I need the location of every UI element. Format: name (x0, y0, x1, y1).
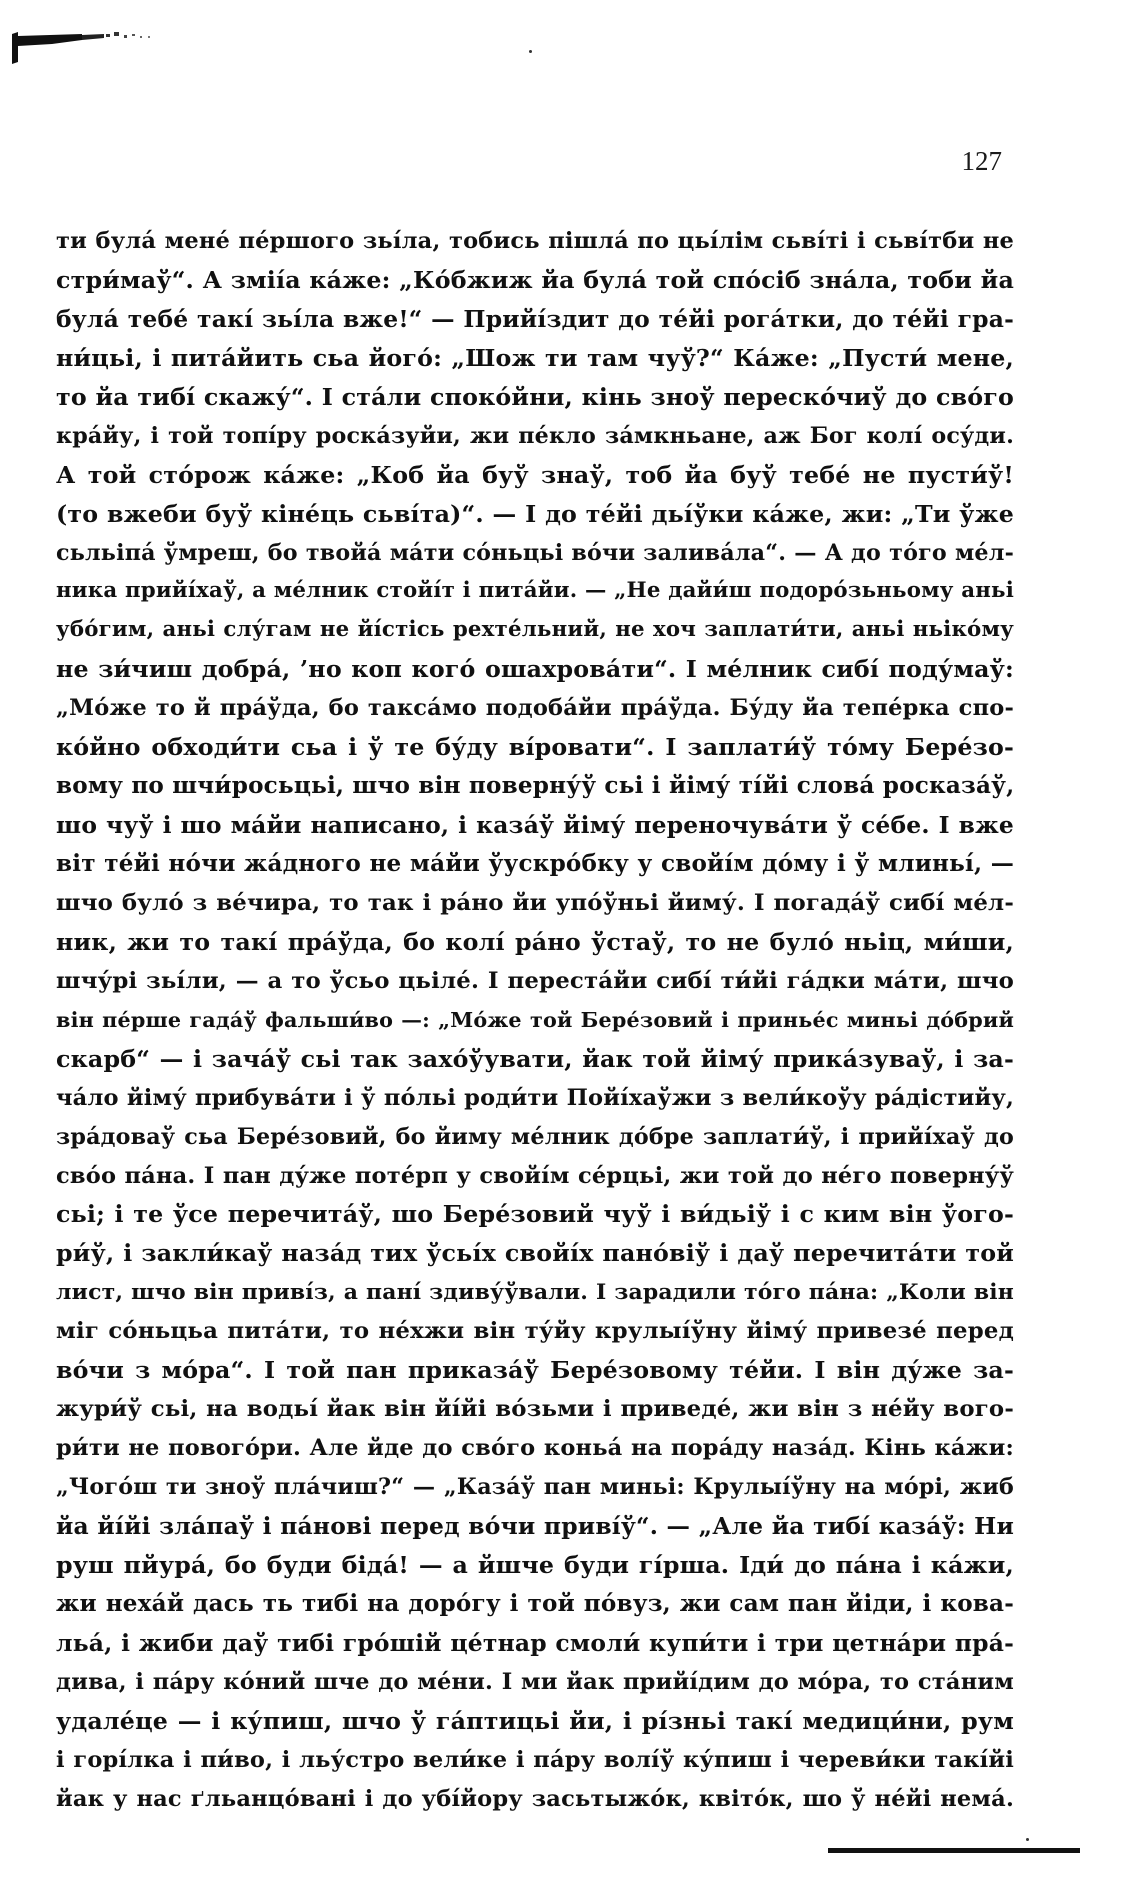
text-line: сьльіпа́ ўмреш, бо твойа́ ма́ти со́ньцьі во́чи залива́ла“. — А до то́го ме́л- (56, 539, 1014, 566)
text-line: йак у нас ґльанцо́вані і до убі́йору засьтыжо́к, квіто́к, шо ў не́йі нема́. (56, 1785, 1014, 1812)
text-line: то йа тибі́ скажу́“. І ста́ли споко́йни, кінь зноў переско́чиў до сво́го (56, 382, 1014, 411)
text-line: і горі́лка і пи́во, і льу́стро вели́ке і па́ру волі́ў ку́пиш і череви́ки такі́йі (56, 1746, 1014, 1773)
text-line: руш пйура́, бо буди біда́! — а йшче буди гі́рша. Іди́ до па́на і ка́жи, (56, 1550, 1014, 1579)
text-line: ник, жи то такі́ пра́ўда, бо колі́ ра́но ўстаў, то не було́ ньіц, ми́ши, (56, 927, 1014, 956)
text-line: сво́о па́на. І пан ду́же поте́рп у свойі́м се́рцьі, жи той до не́го поверну́ў (56, 1162, 1014, 1189)
text-line: міг со́ньцьа пита́ти, то не́хжи він ту́йу крулыі́ўну йіму́ привезе́ перед (56, 1318, 1014, 1345)
text-line: йа йі́йі зла́паў і па́нові перед во́чи приві́ў“. — „Але йа тибі́ каза́ў: Ни (56, 1511, 1014, 1540)
bottom-rule (828, 1848, 1080, 1853)
text-line: лист, шчо він приві́з, а пані́ здиву́ўвали. І зарадили то́го па́на: „Коли він (56, 1279, 1014, 1306)
text-line: ри́ў, і закли́каў наза́д тих ўсьі́х свойі́х пано́віў і даў перечита́ти той (56, 1239, 1014, 1268)
scan-artifact (12, 28, 154, 64)
speck (1026, 1838, 1029, 1841)
text-line: шо чуў і шо ма́йи написано, і каза́ў йіму́ переночува́ти ў се́бе. І вже (56, 811, 1014, 840)
text-line: віт те́йі но́чи жа́дного не ма́йи ўускро́бку у свойі́м до́му і ў млиньі́, — (56, 850, 1014, 877)
text-line: шчо було́ з ве́чира, то так і ра́но йи упо́ўньі йиму́. І погада́ў сибі́ ме́л- (56, 889, 1014, 916)
text-line: жи неха́й дась ть тибі на доро́гу і той по́вуз, жи сам пан йіди, і кова- (56, 1589, 1014, 1617)
text-line: зра́доваў сьа Бере́зовий, бо йиму ме́лник до́бре заплати́ў, і прийі́хаў до (56, 1123, 1014, 1150)
text-line: жури́ў сьі, на водьі́ йак він йі́йі во́зьми і приведе́, жи він з не́йу вого- (56, 1396, 1014, 1423)
text-line: кра́йу, і той топі́ру роска́зуйи, жи пе́кло за́мкньане, аж Бог колі́ осу́ди. (56, 422, 1014, 449)
text-line: не зи́чиш добра́, ’но коп кого́ ошахрова́ти“. І ме́лник сибі́ поду́маў: (56, 655, 1014, 684)
text-line: дива, і па́ру ко́ний шче до ме́ни. І ми йак прийі́дим до мо́ра, то ста́ним (56, 1668, 1014, 1695)
text-line: льа́, і жиби даў тибі гро́шій це́тнар смоли́ купи́ти і три цетна́ри пра́- (56, 1628, 1014, 1657)
body-text (56, 222, 1014, 1818)
text-line: він пе́рше гада́ў фальши́во —: „Мо́же той Бере́зовий і принье́с миньі до́брий (56, 1007, 1014, 1032)
text-line: стри́маў“. А зміі́а ка́же: „Ко́бжиж йа була́ той спо́сіб зна́ла, тоби йа (56, 265, 1014, 294)
text-line: ти була́ мене́ пе́ршого зьі́ла, тобись пішла́ по цьі́лім сьві́ті і сьві́тби не (56, 228, 1014, 254)
text-line: скарб“ — і зача́ў сьі так захо́ўувати, йак той йіму́ прика́зуваў, і за- (56, 1044, 1014, 1073)
text-line: ни́цьі, і пита́йить сьа його́: „Шож ти там чуў?“ Ка́же: „Пусти́ мене, (56, 343, 1014, 372)
text-line: удале́це — і ку́пиш, шчо ў га́птицьі йи, і рі́зньі такі́ медици́ни, рум (56, 1706, 1014, 1735)
text-line: (то вжеби буў кіне́ць сьві́та)“. — І до те́йі дьі́ўки ка́же, жи: „Ти ўже (56, 499, 1014, 528)
text-line: сьі; і те ўсе перечита́ў, шо Бере́зовий чуў і ви́дьіў і с ким він ўого- (56, 1200, 1014, 1229)
text-line: ника прийі́хаў, а ме́лник стойі́т і пита́йи. — „Не дайи́ш подоро́зьньому аньі (56, 578, 1014, 604)
text-line: А той сто́рож ка́же: „Коб йа буў знаў, тоб йа буў тебе́ не пусти́ў! (56, 460, 1014, 489)
text-line: во́чи з мо́ра“. І той пан приказа́ў Бере́зовому те́йи. І він ду́же за- (56, 1356, 1014, 1385)
page-number: 127 (961, 146, 1002, 176)
text-line: ча́ло йіму́ прибува́ти і ў по́льі роди́ти Пойі́хаўжи з вели́коўу ра́дістийу, (56, 1084, 1014, 1111)
text-line: убо́гим, аньі слу́гам не йі́стісь рехте́льний, не хоч заплати́ти, аньі ньіко́му (56, 617, 1014, 643)
text-line: ко́йно обходи́ти сьа і ў те бу́ду ві́ровати“. І заплати́ў то́му Бере́зо- (56, 733, 1014, 762)
text-line: „Чого́ш ти зноў пла́чиш?“ — „Каза́ў пан миньі: Крулыі́ўну на мо́рі, жиб (56, 1474, 1014, 1500)
text-line: ри́ти не пового́ри. Але йде до сво́го коньа́ на пора́ду наза́д. Кінь ка́жи: (56, 1435, 1014, 1462)
text-line: вому по шчи́росьцьі, шчо він поверну́ў сьі і йіму́ ті́йі слова́ росказа́ў, (56, 772, 1015, 800)
speck (529, 50, 532, 53)
text-line: була́ тебе́ такі́ зьі́ла вже!“ — Прийі́здит до те́йі рога́тки, до те́йі гра- (56, 304, 1014, 333)
text-line: „Мо́же то й пра́ўда, бо такса́мо подоба́йи пра́ўда. Бу́ду йа тепе́рка спо- (56, 695, 1014, 722)
text-line: шчу́рі зьі́ли, — а то ўсьо цьіле́. І переста́йи сибі́ ти́йі га́дки ма́ти, шчо (56, 967, 1014, 994)
